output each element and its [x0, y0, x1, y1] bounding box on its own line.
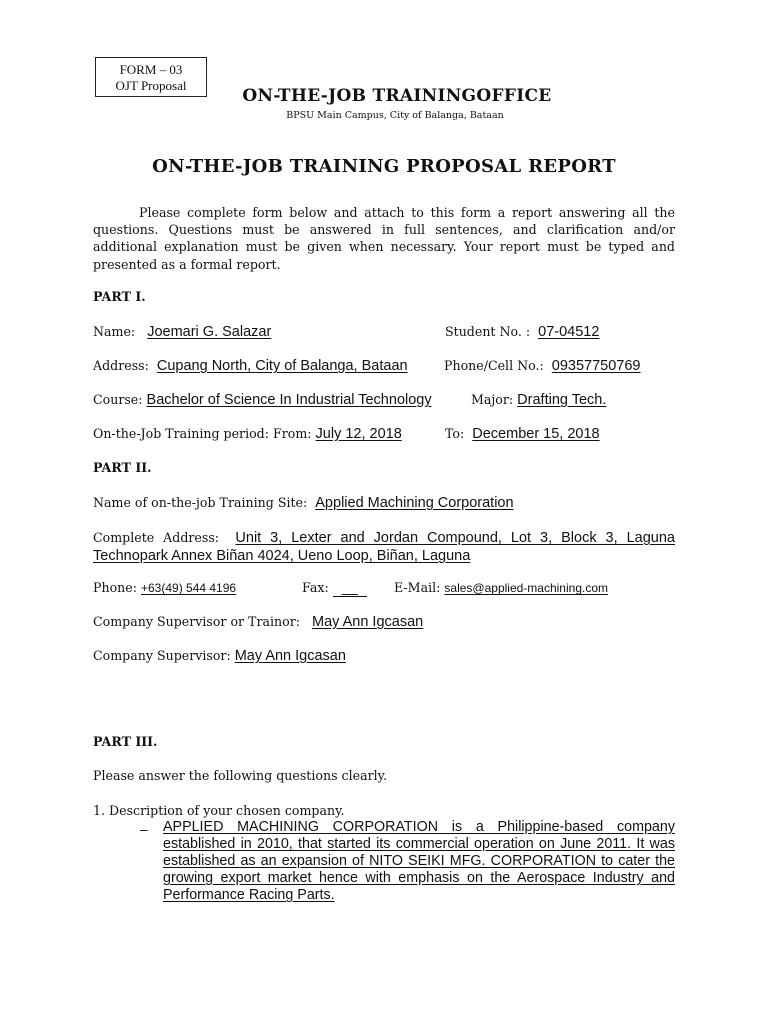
- part1-heading: PART I.: [93, 289, 146, 304]
- email-value[interactable]: sales@applied-machining.com: [444, 581, 608, 595]
- student-no-label: Student No. :: [445, 324, 531, 339]
- part3-heading: PART III.: [93, 734, 158, 749]
- name-row: [93, 324, 271, 340]
- question-1: 1. Description of your chosen company.: [93, 803, 345, 818]
- complete-address-row: [93, 529, 675, 565]
- office-title: ON-THE-JOB TRAININGOFFICE: [242, 86, 552, 106]
- major-value[interactable]: Drafting Tech.: [517, 392, 607, 408]
- complete-address-value[interactable]: Unit 3, Lexter and Jordan Compound, Lot 3, Block 3, Laguna Technopark Annex Biñan 4024, Ueno Loop, Biñan, Laguna: [93, 530, 675, 564]
- contact-row: [93, 580, 236, 595]
- supervisor-trainor-row: [93, 614, 423, 630]
- supervisor-value[interactable]: May Ann Igcasan: [234, 648, 346, 664]
- student-no-row: [445, 324, 599, 340]
- period-from-value[interactable]: July 12, 2018: [315, 426, 402, 442]
- report-title: ON-THE-JOB TRAINING PROPOSAL REPORT: [152, 156, 616, 177]
- email-label: E-Mail:: [394, 580, 441, 595]
- complete-address-label: Complete Address:: [93, 530, 220, 545]
- company-phone-value[interactable]: +63(49) 544 4196: [141, 581, 237, 595]
- address-label: Address:: [93, 358, 149, 373]
- supervisor-label: Company Supervisor:: [93, 648, 231, 663]
- form-name: OJT Proposal: [115, 78, 187, 93]
- period-to-label: To:: [445, 426, 465, 441]
- address-row: [93, 358, 408, 374]
- period-label: On-the-Job Training period: From:: [93, 426, 312, 441]
- supervisor-trainor-label: Company Supervisor or Trainor:: [93, 614, 300, 629]
- question-1-answer[interactable]: APPLIED MACHINING CORPORATION is a Philippine-based company established in 2010, that started its commercial operation on June 2011. It was established as an expansion of NITO SEIKI MFG. CORPORATION to cater the growing export market hence with emphasis on the Aerospace Industry and Performance Racing Parts.: [163, 819, 675, 903]
- phone-label: Phone/Cell No.:: [444, 358, 544, 373]
- site-value[interactable]: Applied Machining Corporation: [315, 495, 514, 511]
- address-value[interactable]: Cupang North, City of Balanga, Bataan: [156, 358, 408, 374]
- site-label: Name of on-the-job Training Site:: [93, 495, 308, 510]
- part2-heading: PART II.: [93, 460, 152, 475]
- student-no-value[interactable]: 07-04512: [538, 324, 600, 340]
- office-subtitle: BPSU Main Campus, City of Balanga, Bataan: [286, 110, 504, 121]
- fax-value[interactable]: __: [333, 580, 367, 597]
- part3-instruction: Please answer the following questions clearly.: [93, 768, 388, 783]
- supervisor-trainor-value[interactable]: May Ann Igcasan: [311, 614, 424, 630]
- name-value[interactable]: Joemari G. Salazar: [147, 324, 272, 340]
- course-label: Course:: [93, 392, 143, 407]
- fax-row: [302, 580, 367, 597]
- course-row: [93, 392, 432, 408]
- period-to-value[interactable]: December 15, 2018: [472, 426, 600, 442]
- site-row: [93, 495, 514, 511]
- form-number: FORM – 03: [119, 62, 183, 77]
- period-row: [93, 426, 402, 442]
- phone-row: [444, 358, 640, 374]
- intro-paragraph: Please complete form below and attach to this form a report answering all the questions. Questions must be answered in full sentences, and clarification and/or additional explanation must be given when necessary. Your report must be typed and presented as a formal report.: [93, 205, 675, 272]
- supervisor-row: [93, 648, 346, 664]
- course-value[interactable]: Bachelor of Science In Industrial Technology: [146, 392, 432, 408]
- major-row: [471, 392, 606, 408]
- fax-label: Fax:: [302, 580, 329, 595]
- phone-value[interactable]: 09357750769: [551, 358, 641, 374]
- period-to-row: [445, 426, 600, 442]
- bullet-dash: –: [140, 821, 148, 837]
- name-label: Name:: [93, 324, 136, 339]
- company-phone-label: Phone:: [93, 580, 137, 595]
- major-label: Major:: [471, 392, 514, 407]
- email-row: [394, 580, 608, 595]
